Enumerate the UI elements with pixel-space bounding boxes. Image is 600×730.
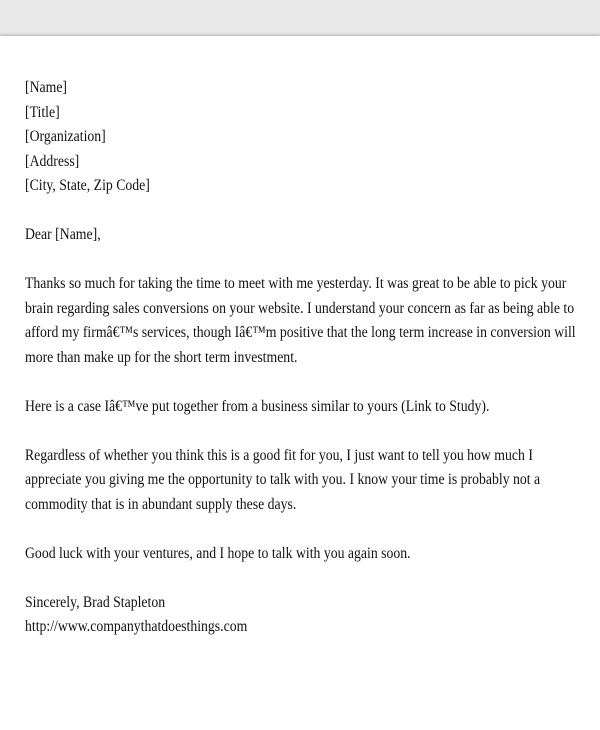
paragraph-thanks: Thanks so much for taking the time to meet with me yesterday. It was great to be able to pick your brain regarding sales conversions on your website. I understand your concern as far as being able to afford my firmâ€™s services, though Iâ€™m positive that the long term increase in conversion will more than make up for the short term investment. — [25, 275, 576, 366]
letter-body — [25, 76, 576, 640]
document-page — [0, 36, 600, 730]
salutation: Dear [Name], — [25, 226, 101, 243]
paragraph-case-study: Here is a case Iâ€™ve put together from a business similar to yours (Link to Study). — [25, 397, 490, 415]
recipient-organization: [Organization] — [25, 128, 106, 145]
recipient-address: [Address] — [25, 152, 80, 170]
website-link[interactable]: http://www.companythatdoesthings.com — [25, 618, 248, 635]
closing-signature: Sincerely, Brad Stapleton — [25, 593, 166, 611]
paragraph-good-luck: Good luck with your ventures, and I hope to talk with you again soon. — [25, 544, 411, 562]
recipient-city-state-zip: [City, State, Zip Code] — [25, 177, 150, 194]
recipient-block — [25, 76, 507, 199]
recipient-title: [Title] — [25, 103, 60, 121]
recipient-name: [Name] — [25, 79, 68, 96]
paragraph-appreciation: Regardless of whether you think this is a good fit for you, I just want to tell you how much I appreciate you giving me the opportunity to talk with you. I know your time is probably not a commodity that is in abundant supply these days. — [25, 446, 541, 513]
